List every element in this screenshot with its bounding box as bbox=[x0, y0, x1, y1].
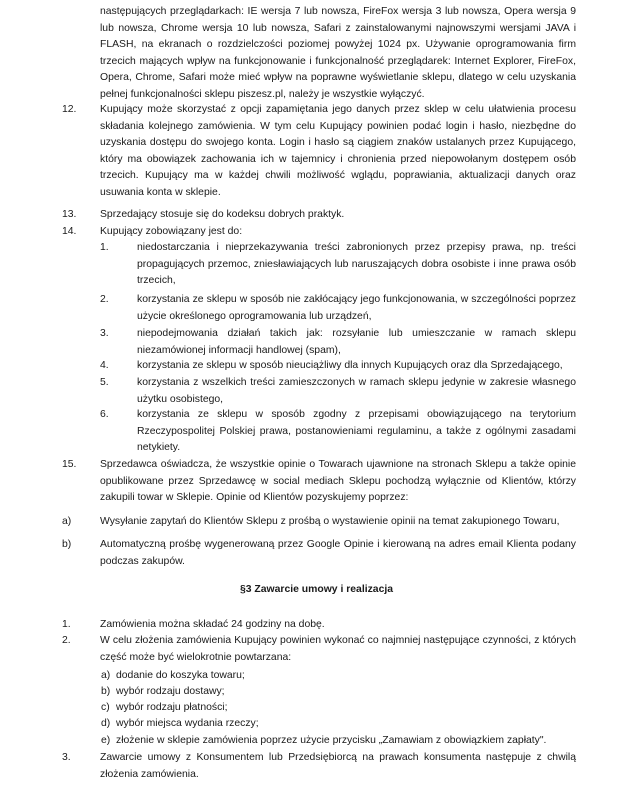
section3-item-number: 2. bbox=[62, 635, 71, 646]
item-15-text: Sprzedawca oświadcza, że wszystkie opinie o Towarach ujawnione na stronach Sklepu a także opinie opublikowane przez Sprzedawcę w social mediach Sklepu pochodzą wyłącznie od Klientów, którzy zakupili towar w Sklepie. Opinie od Klientów pozyskujemy poprzez: bbox=[100, 459, 576, 503]
order-step-letter: b) bbox=[101, 686, 111, 697]
section3-item-text: W celu złożenia zamówienia Kupujący powinien wykonać co najmniej następujące czynności, z których część może być wielokrotnie powtarzana: bbox=[100, 635, 576, 663]
item-15-number: 15. bbox=[62, 459, 77, 470]
obligation-number: 2. bbox=[100, 294, 109, 305]
opinion-method-letter: b) bbox=[62, 539, 72, 550]
section3-item-number: 3. bbox=[62, 752, 71, 763]
order-step-text: złożenie w sklepie zamówienia poprzez użycie przycisku „Zamawiam z obowiązkiem zapłaty". bbox=[116, 735, 547, 746]
item-14-text: Kupujący zobowiązany jest do: bbox=[100, 226, 243, 237]
obligation-number: 4. bbox=[100, 360, 109, 371]
obligation-text: niepodejmowania działań takich jak: rozsyłanie lub umieszczanie w ramach sklepu niezamówionej informacji handlowej (spam), bbox=[137, 328, 576, 356]
item-12-number: 12. bbox=[62, 104, 77, 115]
opinion-method-letter: a) bbox=[62, 516, 72, 527]
order-step-letter: e) bbox=[101, 735, 111, 746]
opinion-method-text: Wysyłanie zapytań do Klientów Sklepu z prośbą o wystawienie opinii na temat zakupionego Towaru, bbox=[100, 516, 560, 527]
opinion-method-text: Automatyczną prośbę wygenerowaną przez Google Opinie i kierowaną na adres email Klienta podany podczas zakupów. bbox=[100, 539, 576, 567]
item-13-text: Sprzedający stosuje się do kodeksu dobrych praktyk. bbox=[100, 209, 345, 220]
section3-item-number: 1. bbox=[62, 619, 71, 630]
obligation-number: 6. bbox=[100, 409, 109, 420]
obligation-text: korzystania ze sklepu w sposób zgodny z przepisami obowiązującego na terytorium Rzeczypospolitej Polskiej prawa, postanowieniami regulaminu, a także z ogólnymi zasadami netykiety. bbox=[137, 409, 576, 453]
section-heading: §3 Zawarcie umowy i realizacja bbox=[239, 584, 394, 595]
intro-paragraph: następujących przeglądarkach: IE wersja 7 lub nowsza, FireFox wersja 3 lub nowsza, Opera wersja 9 lub nowsza, Chrome wersja 10 lub nowsza, Safari z zainstalowanymi najnowszymi wersjami JAVA i FLASH, na ekranach o rozdzielczości poziomej powyżej 1024 px. Używanie oprogramowania firm trzecich mających wpływ na funkcjonowanie i funkcjonalność przeglądarek: Internet Explorer, FireFox, Opera, Chrome, Safari może mieć wpływ na poprawne wyświetlanie sklepu, dlatego w celu uzyskania pełnej funkcjonalności sklepu piszesz.pl, należy je wszystkie wyłączyć. bbox=[100, 6, 576, 100]
obligation-number: 1. bbox=[100, 242, 109, 253]
obligation-text: korzystania ze sklepu w sposób nieuciążliwy dla innych Kupujących oraz dla Sprzedającego, bbox=[137, 360, 563, 371]
order-step-text: wybór rodzaju dostawy; bbox=[116, 686, 225, 697]
section3-item-text: Zawarcie umowy z Konsumentem lub Przedsiębiorcą na prawach konsumenta następuje z chwilą złożenia zamówienia. bbox=[100, 752, 576, 780]
order-step-letter: a) bbox=[101, 670, 111, 681]
obligation-text: korzystania z wszelkich treści zamieszczonych w ramach sklepu jedynie w zakresie własnego użytku osobistego, bbox=[137, 377, 576, 405]
obligation-text: korzystania ze sklepu w sposób nie zakłócający jego funkcjonowania, w szczególności poprzez użycie określonego oprogramowania lub urządzeń, bbox=[137, 294, 576, 322]
obligation-number: 5. bbox=[100, 377, 109, 388]
order-step-text: wybór rodzaju płatności; bbox=[116, 702, 228, 713]
item-14-number: 14. bbox=[62, 226, 77, 237]
order-step-text: wybór miejsca wydania rzeczy; bbox=[116, 718, 259, 729]
order-step-text: dodanie do koszyka towaru; bbox=[116, 670, 245, 681]
obligation-number: 3. bbox=[100, 328, 109, 339]
order-step-letter: d) bbox=[101, 718, 111, 729]
section3-item-text: Zamówienia można składać 24 godziny na dobę. bbox=[100, 619, 325, 630]
item-12-text: Kupujący może skorzystać z opcji zapamiętania jego danych przez sklep w celu ułatwienia procesu składania kolejnego zamówienia. W tym celu Kupujący powinien podać login i hasło, niezbędne do uzyskania dostępu do swojego konta. Login i hasło są ciągiem znaków ustalanych przez Kupującego, który ma obowiązek zachowania ich w tajemnicy i chronienia przed niepowołanym dostępem osób trzecich. Kupujący ma w każdej chwili możliwość wglądu, poprawiania, aktualizacji danych oraz usuwania konta w sklepie. bbox=[100, 104, 576, 198]
obligation-text: niedostarczania i nieprzekazywania treści zabronionych przez przepisy prawa, np. treści propagujących przemoc, zniesławiających lub naruszających dobra osobiste i inne prawa osób trzecich, bbox=[137, 242, 576, 286]
item-13-number: 13. bbox=[62, 209, 77, 220]
order-step-letter: c) bbox=[101, 702, 110, 713]
